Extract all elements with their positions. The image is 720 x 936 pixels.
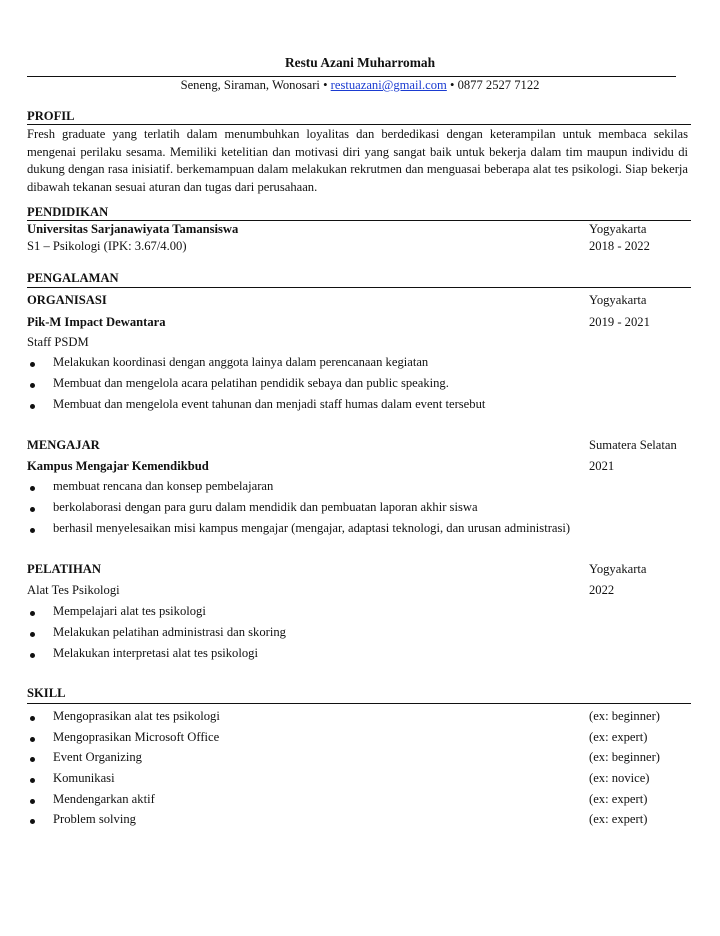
- contact-separator: •: [449, 78, 455, 92]
- mengajar-location: Sumatera Selatan: [589, 438, 677, 452]
- bullet-icon: [30, 716, 35, 721]
- school-years: 2018 - 2022: [589, 239, 650, 253]
- section-title-pendidikan: PENDIDIKAN: [27, 205, 109, 219]
- section-title-pengalaman: PENGALAMAN: [27, 271, 119, 285]
- skill-name: Event Organizing: [53, 750, 142, 764]
- list-item: Membuat dan mengelola event tahunan dan menjadi staff humas dalam event tersebut: [53, 397, 486, 411]
- bullet-icon: [30, 404, 35, 409]
- list-item: berhasil menyelesaikan misi kampus mengajar (mengajar, adaptasi teknologi, dan urusan administrasi): [53, 521, 571, 535]
- subsection-title-organisasi: ORGANISASI: [27, 293, 107, 307]
- subsection-title-mengajar: MENGAJAR: [27, 438, 100, 452]
- subsection-title-pelatihan: PELATIHAN: [27, 562, 101, 576]
- skill-name: Mengoprasikan alat tes psikologi: [53, 709, 220, 723]
- contact-phone: 0877 2527 7122: [457, 78, 540, 92]
- bullet-icon: [30, 486, 35, 491]
- bullet-icon: [30, 737, 35, 742]
- contact-address: Seneng, Siraman, Wonosari: [180, 78, 320, 92]
- skill-level: (ex: beginner): [589, 709, 660, 723]
- bullet-icon: [30, 778, 35, 783]
- skill-name: Mendengarkan aktif: [53, 792, 155, 806]
- list-item: Melakukan interpretasi alat tes psikologi: [53, 646, 258, 660]
- profil-divider: [27, 124, 691, 125]
- organisasi-years: 2019 - 2021: [589, 315, 650, 329]
- skill-level: (ex: expert): [589, 792, 648, 806]
- mengajar-org: Kampus Mengajar Kemendikbud: [27, 459, 209, 473]
- pengalaman-divider: [27, 287, 691, 288]
- pelatihan-org: Alat Tes Psikologi: [27, 583, 120, 597]
- list-item: berkolaborasi dengan para guru dalam mendidik dan pembuatan laporan akhir siswa: [53, 500, 478, 514]
- bullet-icon: [30, 528, 35, 533]
- pelatihan-years: 2022: [589, 583, 615, 597]
- organisasi-role: Staff PSDM: [27, 335, 89, 349]
- skill-divider: [27, 703, 691, 704]
- bullet-icon: [30, 507, 35, 512]
- resume-name: Restu Azani Muharromah: [284, 55, 436, 70]
- bullet-icon: [30, 362, 35, 367]
- bullet-icon: [30, 799, 35, 804]
- list-item: Melakukan pelatihan administrasi dan skoring: [53, 625, 286, 639]
- profil-text: Fresh graduate yang terlatih dalam menumbuhkan loyalitas dan berdedikasi dengan keterampilan untuk membaca sekilas mengenai perilaku sesama. Memiliki ketelitian dan motivasi diri yang sangat baik untuk bekerja dalam tim maupun individu di dukung dengan rasa inisiatif. berkemampuan dalam melakukan rekrutmen dan menguasai beberapa alat tes psikologi. Siap bekerja dibawah tekanan sesuai aturan dan tugas dari perusahaan.: [27, 127, 688, 194]
- bullet-icon: [30, 653, 35, 658]
- school-location: Yogyakarta: [589, 222, 647, 236]
- list-item: Mempelajari alat tes psikologi: [53, 604, 206, 618]
- skill-name: Mengoprasikan Microsoft Office: [53, 730, 220, 744]
- skill-level: (ex: expert): [589, 730, 648, 744]
- list-item: membuat rencana dan konsep pembelajaran: [53, 479, 274, 493]
- organisasi-org: Pik-M Impact Dewantara: [27, 315, 166, 329]
- bullet-icon: [30, 611, 35, 616]
- contact-separator: •: [323, 78, 328, 92]
- skill-level: (ex: novice): [589, 771, 650, 785]
- contact-email-link[interactable]: restuazani@gmail.com: [330, 78, 447, 92]
- skill-name: Problem solving: [53, 812, 136, 826]
- contact-line: [0, 78, 720, 93]
- mengajar-years: 2021: [589, 459, 615, 473]
- skill-level: (ex: expert): [589, 812, 648, 826]
- bullet-icon: [30, 383, 35, 388]
- section-title-profil: PROFIL: [27, 109, 75, 123]
- bullet-icon: [30, 632, 35, 637]
- section-title-skill: SKILL: [27, 686, 66, 700]
- bullet-icon: [30, 819, 35, 824]
- skill-name: Komunikasi: [53, 771, 115, 785]
- skill-level: (ex: beginner): [589, 750, 660, 764]
- bullet-icon: [30, 757, 35, 762]
- list-item: Membuat dan mengelola acara pelatihan pendidik sebaya dan public speaking.: [53, 376, 449, 390]
- pendidikan-divider: [27, 220, 691, 221]
- header-divider: [27, 76, 676, 77]
- list-item: Melakukan koordinasi dengan anggota lainya dalam perencanaan kegiatan: [53, 355, 429, 369]
- organisasi-location: Yogyakarta: [589, 293, 647, 307]
- pelatihan-location: Yogyakarta: [589, 562, 647, 576]
- school-name: Universitas Sarjanawiyata Tamansiswa: [27, 222, 239, 236]
- degree: S1 – Psikologi (IPK: 3.67/4.00): [27, 239, 187, 253]
